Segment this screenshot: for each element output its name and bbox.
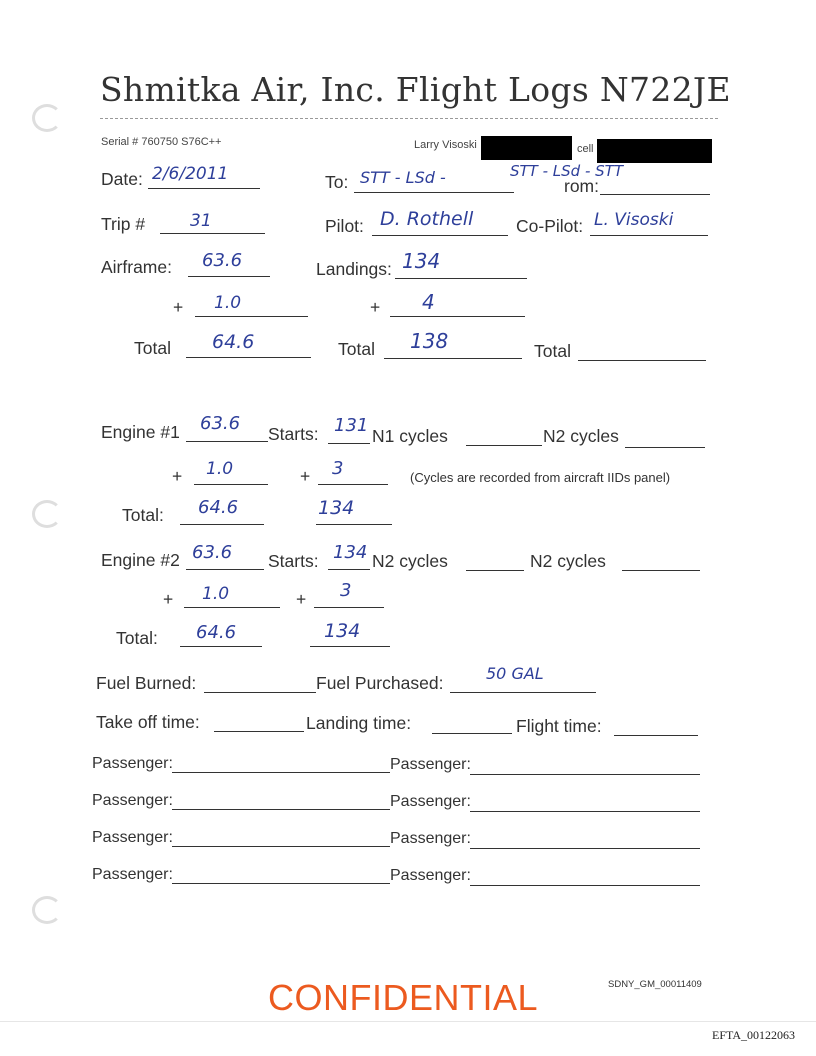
plus-sign: + xyxy=(173,297,184,317)
cycles-note: (Cycles are recorded from aircraft IIDs panel) xyxy=(410,470,671,485)
takeoff-time-label: Take off time: xyxy=(96,712,200,732)
landings-add-field xyxy=(390,316,525,317)
to-label: To: xyxy=(325,172,349,192)
passenger-label: Passenger: xyxy=(92,866,173,883)
engine1-starts-value: 131 xyxy=(334,415,369,436)
engine1-label: Engine #1 xyxy=(101,422,180,442)
passenger-field xyxy=(470,811,700,812)
fuel-burned-label: Fuel Burned: xyxy=(96,673,197,693)
passenger-label: Passenger: xyxy=(390,830,471,847)
airframe-total-value: 64.6 xyxy=(212,331,255,353)
n2-cycles-field xyxy=(622,570,700,571)
passenger-field xyxy=(172,846,390,847)
total-field xyxy=(578,360,706,361)
n2-cycles-label: N2 cycles xyxy=(372,551,448,571)
to-value: STT - LSd - xyxy=(360,168,446,187)
plus-sign: + xyxy=(296,589,307,609)
n2-cycles-field xyxy=(625,447,705,448)
engine1-total-value: 64.6 xyxy=(198,497,239,518)
total-label: Total xyxy=(534,341,571,361)
passenger-field xyxy=(172,883,390,884)
engine1-value: 63.6 xyxy=(200,413,241,434)
landings-label: Landings: xyxy=(316,259,392,279)
passenger-label: Passenger: xyxy=(92,755,173,772)
airframe-value: 63.6 xyxy=(202,250,243,271)
engine1-starts-add-field xyxy=(318,484,388,485)
redaction-box xyxy=(481,136,572,160)
total-label: Total xyxy=(134,338,171,358)
n2-cycles-label: N2 cycles xyxy=(530,551,606,571)
airframe-field xyxy=(188,276,270,277)
airframe-add-field xyxy=(195,316,308,317)
from-field xyxy=(600,194,710,195)
engine1-starts-add-value: 3 xyxy=(332,458,344,479)
passenger-label: Passenger: xyxy=(92,792,173,809)
landings-field xyxy=(395,278,527,279)
engine2-starts-total-field xyxy=(310,646,390,647)
confidential-stamp: CONFIDENTIAL xyxy=(268,977,539,1018)
landings-total-field xyxy=(384,358,522,359)
contact-name: Larry Visoski xyxy=(414,139,477,151)
engine2-starts-add-value: 3 xyxy=(340,580,352,601)
engine2-add-field xyxy=(184,607,280,608)
engine2-value: 63.6 xyxy=(192,542,233,563)
date-value: 2/6/2011 xyxy=(152,164,229,184)
fuel-burned-field xyxy=(204,692,316,693)
hole-punch-top xyxy=(32,104,62,132)
to-field xyxy=(354,192,514,193)
landings-total-value: 138 xyxy=(410,329,449,353)
engine1-starts-total-field xyxy=(316,524,392,525)
engine2-total-value: 64.6 xyxy=(196,622,237,643)
cell-label: cell xyxy=(577,143,594,155)
copilot-value: L. Visoski xyxy=(594,210,674,230)
fuel-purchased-value: 50 GAL xyxy=(486,664,544,683)
passenger-label: Passenger: xyxy=(390,756,471,773)
passenger-field xyxy=(172,772,390,773)
engine2-total-field xyxy=(180,646,262,647)
hole-punch-middle xyxy=(32,500,62,528)
landings-add-value: 4 xyxy=(422,290,435,314)
flight-time-field xyxy=(614,735,698,736)
engine2-starts-value: 134 xyxy=(333,542,368,563)
passenger-label: Passenger: xyxy=(390,867,471,884)
total-label: Total xyxy=(338,339,375,359)
landing-time-label: Landing time: xyxy=(306,713,412,733)
pilot-field xyxy=(372,235,508,236)
engine1-field xyxy=(186,441,268,442)
title-divider xyxy=(100,118,718,119)
page-title: Shmitka Air, Inc. Flight Logs N722JE xyxy=(100,70,731,109)
bates-number: SDNY_GM_00011409 xyxy=(608,979,702,990)
landings-value: 134 xyxy=(402,249,441,273)
plus-sign: + xyxy=(370,297,381,317)
fuel-purchased-label: Fuel Purchased: xyxy=(316,673,444,693)
total-label: Total: xyxy=(122,505,164,525)
passenger-field xyxy=(172,809,390,810)
airframe-add-value: 1.0 xyxy=(214,293,242,313)
n1-cycles-label: N1 cycles xyxy=(372,426,448,446)
engine1-starts-field xyxy=(328,443,370,444)
engine2-starts-add-field xyxy=(314,607,384,608)
from-label: rom: xyxy=(564,176,599,196)
from-value: STT - LSd - STT xyxy=(510,162,623,180)
engine2-add-value: 1.0 xyxy=(202,584,230,604)
efta-number: EFTA_00122063 xyxy=(712,1028,796,1042)
plus-sign: + xyxy=(172,466,183,486)
starts-label: Starts: xyxy=(268,551,319,571)
takeoff-time-field xyxy=(214,731,304,732)
pilot-value: D. Rothell xyxy=(380,208,474,230)
redaction-box xyxy=(597,139,712,163)
date-label: Date: xyxy=(101,169,143,189)
engine1-starts-total-value: 134 xyxy=(318,497,355,519)
trip-field xyxy=(160,233,265,234)
engine2-starts-field xyxy=(328,569,370,570)
n2-cycles-field xyxy=(466,570,524,571)
passenger-label: Passenger: xyxy=(92,829,173,846)
landing-time-field xyxy=(432,733,512,734)
plus-sign: + xyxy=(163,589,174,609)
flight-time-label: Flight time: xyxy=(516,716,602,736)
date-field xyxy=(148,188,260,189)
engine1-total-field xyxy=(180,524,264,525)
airframe-total-field xyxy=(186,357,311,358)
plus-sign: + xyxy=(300,466,311,486)
engine2-field xyxy=(186,569,264,570)
copilot-label: Co-Pilot: xyxy=(516,216,584,236)
passenger-field xyxy=(470,774,700,775)
pilot-label: Pilot: xyxy=(325,216,364,236)
airframe-label: Airframe: xyxy=(101,257,172,277)
starts-label: Starts: xyxy=(268,424,319,444)
hole-punch-bottom xyxy=(32,896,62,924)
copilot-field xyxy=(590,235,708,236)
serial-number: Serial # 760750 S76C++ xyxy=(101,136,222,148)
n2-cycles-label: N2 cycles xyxy=(543,426,619,446)
fuel-purchased-field xyxy=(450,692,596,693)
trip-value: 31 xyxy=(190,211,212,231)
engine2-starts-total-value: 134 xyxy=(324,620,361,642)
engine1-add-value: 1.0 xyxy=(206,459,234,479)
page-edge xyxy=(0,1021,816,1022)
trip-label: Trip # xyxy=(101,214,146,234)
total-label: Total: xyxy=(116,628,158,648)
n1-cycles-field xyxy=(466,445,542,446)
passenger-label: Passenger: xyxy=(390,793,471,810)
passenger-field xyxy=(470,885,700,886)
engine2-label: Engine #2 xyxy=(101,550,180,570)
passenger-field xyxy=(470,848,700,849)
engine1-add-field xyxy=(194,484,268,485)
